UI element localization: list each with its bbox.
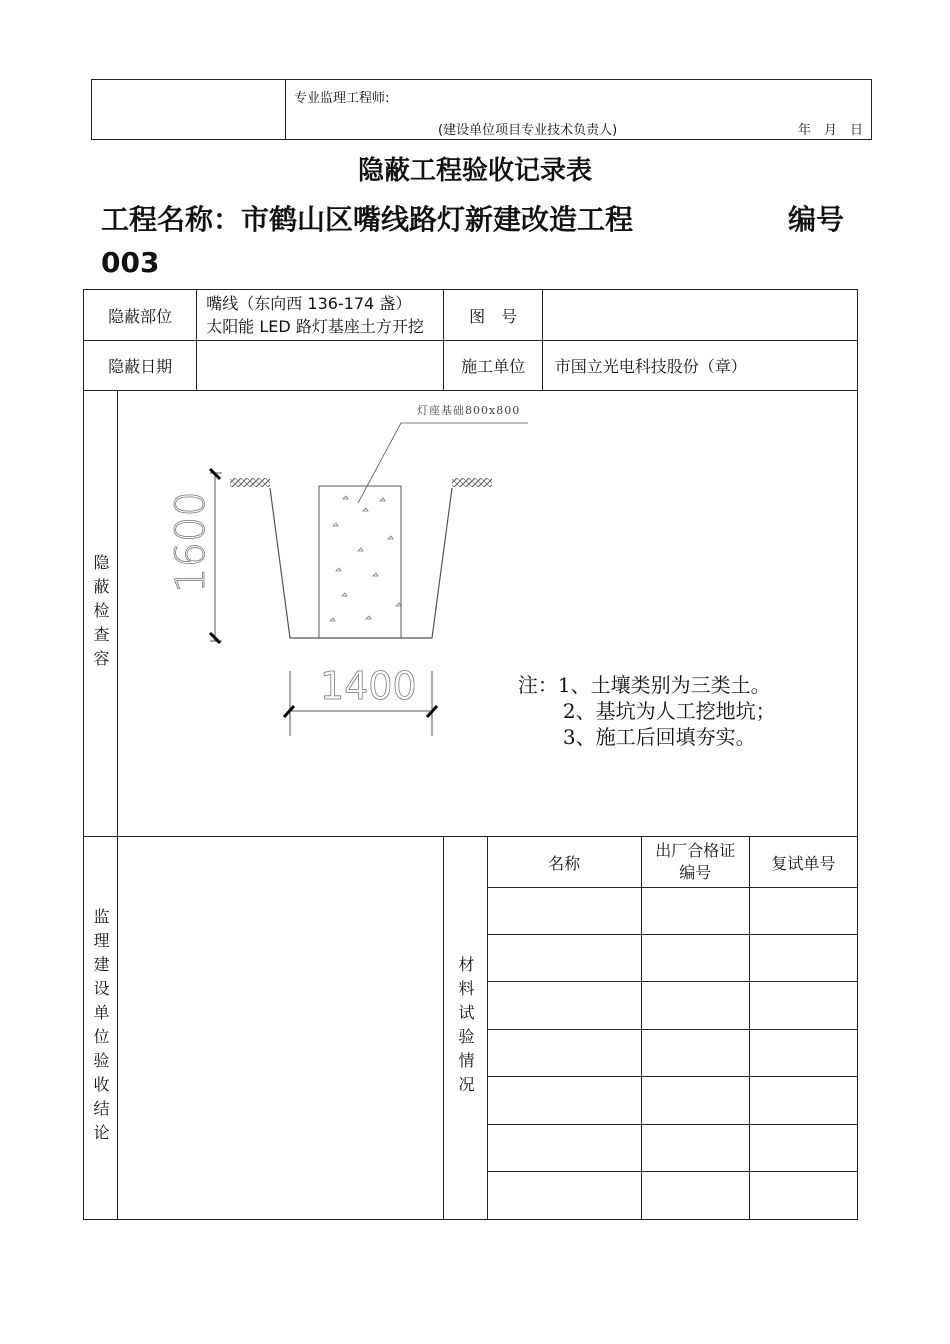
foundation-block [319,486,401,638]
material-header-name: 名称 [487,837,641,888]
inspection-label-cell [84,391,118,837]
ground-hatch-left [230,478,270,487]
hidden-part-line2: 太阳能 LED 路灯基座土方开挖 [206,317,424,336]
foundation-label: 灯座基础800x800 [416,404,521,417]
hidden-part-line1: 嘴线（东向西 136-174 盏） [206,294,412,313]
note-1: 1、土壤类别为三类土。 [557,673,771,697]
materials-label-cell [444,837,487,1220]
record-table [83,289,858,1220]
project-name: 工程名称：市鹤山区嘴线路灯新建改造工程 [101,203,634,236]
project-code: 003 [101,246,160,279]
depth-dimension: 1600 [167,491,214,593]
hidden-part-value [197,290,444,341]
drawing-notes [518,672,776,750]
concrete-aggregate [330,496,401,621]
contractor-value: 市国立光电科技股份（章） [542,341,857,391]
trench-outline [270,488,452,638]
leader-line [358,423,528,503]
inspection-label: 隐蔽检查容 [90,553,110,674]
contractor-label: 施工单位 [444,341,542,391]
engineer-label: 专业监理工程师: [294,91,390,106]
drawing-no-value [542,290,857,341]
owner-label: (建设单位项目专业技术负责人) [438,123,618,138]
inspection-content-cell [117,391,857,837]
signature-table [91,79,872,140]
hidden-date-value [197,341,444,391]
hidden-part-label: 隐蔽部位 [84,290,197,341]
hidden-date-label: 隐蔽日期 [84,341,197,391]
date-label: 年 月 日 [797,123,863,138]
material-header-cert: 出厂合格证编号 [641,837,749,888]
conclusion-label: 监理建设单位验收结论 [90,908,110,1148]
signature-cell [286,80,872,140]
note-prefix: 注： [517,673,558,697]
note-2: 2、基坑为人工挖地坑； [562,699,776,723]
ground-hatch-right [452,478,492,487]
note-3: 3、施工后回填夯实。 [562,725,756,749]
drawing-no-label: 图 号 [444,290,542,341]
foundation-drawing [118,391,857,835]
page-title: 隐蔽工程验收记录表 [357,156,592,186]
width-dimension: 1400 [319,664,417,708]
material-header-retest: 复试单号 [749,837,857,888]
conclusion-label-cell [84,837,118,1220]
conclusion-content [117,837,444,1220]
project-code-label: 编号 [788,203,845,236]
signature-blank-cell [92,80,286,140]
materials-label: 材料试验情况 [456,955,476,1100]
